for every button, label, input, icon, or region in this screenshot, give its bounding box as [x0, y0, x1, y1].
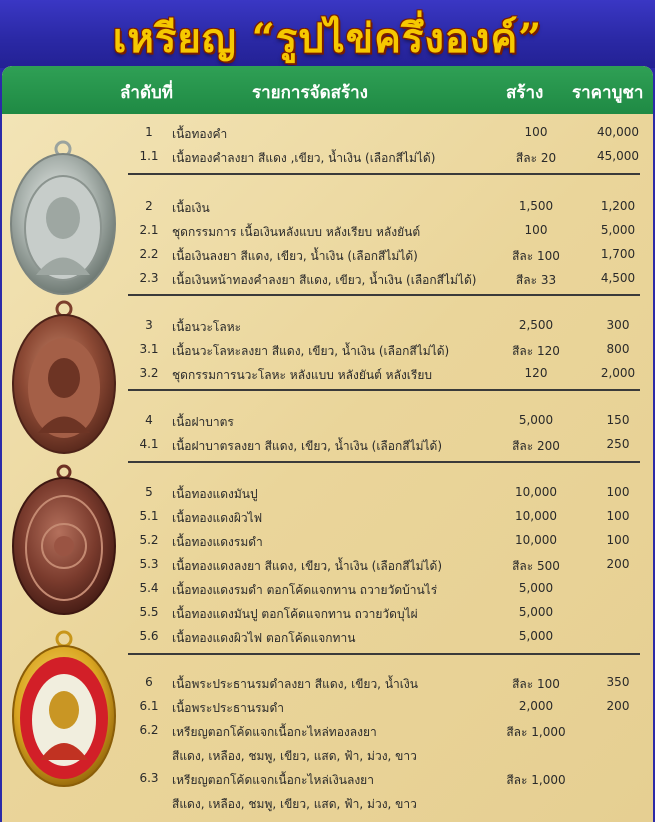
- row-item-name: เนื้อทองแดงผิวไฟ: [172, 511, 263, 525]
- row-price: 800: [606, 342, 630, 356]
- row-order-no: 5.2: [139, 533, 159, 547]
- row-item-name: เนื้อเงิน: [172, 201, 210, 215]
- row-price: 4,500: [600, 271, 636, 285]
- table-row: [128, 196, 640, 218]
- row-order-no: 6.1: [139, 699, 159, 713]
- enamel-medal-image: [10, 630, 118, 790]
- row-price: 250: [606, 437, 630, 451]
- table-row: [128, 434, 640, 456]
- row-quantity: 10,000: [515, 533, 557, 547]
- row-order-no: 3.2: [139, 366, 159, 380]
- row-order-no: 6.3: [139, 771, 159, 785]
- row-quantity: สีละ 33: [515, 273, 557, 287]
- table-row: [128, 410, 640, 432]
- header-quantity: สร้าง: [506, 83, 544, 103]
- row-order-no: 1.1: [139, 149, 159, 163]
- row-order-no: 3: [145, 318, 153, 332]
- table-row: [128, 554, 640, 576]
- row-order-no: 3.1: [139, 342, 159, 356]
- row-quantity: 5,000: [518, 605, 554, 619]
- table-row: [128, 244, 640, 266]
- group-divider: [128, 173, 640, 175]
- table-row: [128, 339, 640, 361]
- row-quantity: 2,500: [518, 318, 554, 332]
- header-item: รายการจัดสร้าง: [252, 83, 368, 103]
- row-order-no: 5.4: [139, 581, 159, 595]
- row-price: 200: [606, 557, 630, 571]
- row-item-name: เหรียญตอกโค้ดแจกเนื้อกะไหล่ทองลงยา: [172, 725, 377, 739]
- copper-medal-image: [10, 464, 118, 620]
- row-quantity: 120: [524, 366, 548, 380]
- row-item-name: เนื้อนวะโลหะลงยา สีแดง, เขียว, น้ำเงิน (เลือกสีไม่ได้): [172, 344, 450, 358]
- row-item-name: เนื้อทองแดงมันปู ตอกโค้ดแจกทาน ถวายวัดบุไผ่: [172, 607, 418, 621]
- row-quantity: สีละ 20: [515, 151, 557, 165]
- row-price: 40,000: [597, 125, 639, 139]
- row-quantity: สีละ 120: [512, 344, 560, 358]
- row-price: 350: [606, 675, 630, 689]
- row-item-name: เนื้อพระประธานรมดำ: [172, 701, 284, 715]
- row-item-name: เนื้อทองแดงรมดำ ตอกโค้ดแจกทาน ถวายวัดบ้านไร่: [172, 583, 438, 597]
- row-quantity: 5,000: [518, 581, 554, 595]
- row-item-name: เนื้อเงินลงยา สีแดง, เขียว, น้ำเงิน (เลือกสีไม่ได้): [172, 249, 418, 263]
- row-price: 200: [606, 699, 630, 713]
- row-order-no: 5: [145, 485, 153, 499]
- row-order-no: 5.6: [139, 629, 159, 643]
- table-row: [128, 578, 640, 600]
- row-price: 45,000: [597, 149, 639, 163]
- row-price: 1,200: [600, 199, 636, 213]
- row-price: 5,000: [600, 223, 636, 237]
- row-quantity: 5,000: [518, 629, 554, 643]
- row-price: 100: [606, 509, 630, 523]
- row-item-name: เนื้อทองแดงรมดำ: [172, 535, 263, 549]
- row-quantity: 5,000: [518, 413, 554, 427]
- table-row: [128, 482, 640, 504]
- table-row: [128, 672, 640, 694]
- row-price: 2,000: [600, 366, 636, 380]
- group-divider: [128, 389, 640, 391]
- group-divider: [128, 294, 640, 296]
- row-item-name: เนื้อฝาบาตร: [172, 415, 234, 429]
- row-item-name: ชุดกรรมการนวะโลหะ หลังแบบ หลังยันต์ หลังเรียบ: [172, 368, 432, 382]
- silver-medal-image: [8, 140, 118, 298]
- row-item-name: เนื้อนวะโลหะ: [172, 320, 242, 334]
- row-order-no: 4: [145, 413, 153, 427]
- table-row: [128, 530, 640, 552]
- row-price: 1,700: [600, 247, 636, 261]
- page-title: เหรียญ “รูปไข่ครึ่งองค์”: [112, 15, 543, 62]
- row-quantity: 1,500: [518, 199, 554, 213]
- row-order-no: 6: [145, 675, 153, 689]
- row-item-name: เนื้อทองแดงมันปู: [172, 487, 258, 501]
- row-order-no: 4.1: [139, 437, 159, 451]
- header-price: ราคาบูชา: [572, 83, 644, 103]
- row-quantity: สีละ 1,000: [506, 773, 566, 787]
- table-row: [128, 122, 640, 144]
- table-row: [128, 744, 640, 766]
- row-item-name: เนื้อทองคำลงยา สีแดง ,เขียว, น้ำเงิน (เลือกสีไม่ได้): [172, 151, 436, 165]
- table-row: [128, 626, 640, 648]
- table-row: [128, 315, 640, 337]
- row-item-name: เหรียญตอกโค้ดแจกเนื้อกะไหล่เงินลงยา: [172, 773, 374, 787]
- row-order-no: 5.1: [139, 509, 159, 523]
- nawa-medal-image: [10, 300, 118, 458]
- row-order-no: 2: [145, 199, 153, 213]
- row-quantity: สีละ 500: [512, 559, 560, 573]
- table-row: [128, 602, 640, 624]
- row-quantity: 10,000: [515, 509, 557, 523]
- header-order-no: ลำดับที่: [120, 83, 174, 103]
- row-item-name: สีแดง, เหลือง, ชมพู, เขียว, แสด, ฟ้า, ม่วง, ขาว: [172, 749, 417, 763]
- row-item-name: เนื้อเงินหน้าทองคำลงยา สีแดง, เขียว, น้ำเงิน (เลือกสีไม่ได้): [172, 273, 477, 287]
- table-row: [128, 768, 640, 790]
- row-quantity: สีละ 100: [512, 249, 560, 263]
- table-row: [128, 506, 640, 528]
- row-item-name: ชุดกรรมการ เนื้อเงินหลังแบบ หลังเรียบ หลังยันต์: [172, 225, 421, 239]
- row-order-no: 2.2: [139, 247, 159, 261]
- group-divider: [128, 653, 640, 655]
- row-item-name: เนื้อทองคำ: [172, 127, 228, 141]
- row-item-name: เนื้อฝาบาตรลงยา สีแดง, เขียว, น้ำเงิน (เลือกสีไม่ได้): [172, 439, 443, 453]
- table-row: [128, 268, 640, 290]
- row-price: 100: [606, 533, 630, 547]
- row-quantity: สีละ 1,000: [506, 725, 566, 739]
- row-item-name: เนื้อทองแดงลงยา สีแดง, เขียว, น้ำเงิน (เลือกสีไม่ได้): [172, 559, 443, 573]
- row-quantity: สีละ 100: [512, 677, 560, 691]
- row-order-no: 1: [145, 125, 153, 139]
- table-row: [128, 220, 640, 242]
- row-quantity: 100: [524, 125, 548, 139]
- row-quantity: 10,000: [515, 485, 557, 499]
- row-order-no: 2.3: [139, 271, 159, 285]
- table-row: [128, 146, 640, 168]
- row-item-name: เนื้อทองแดงผิวไฟ ตอกโค้ดแจกทาน: [172, 631, 356, 645]
- row-order-no: 6.2: [139, 723, 159, 737]
- row-quantity: 100: [524, 223, 548, 237]
- row-order-no: 2.1: [139, 223, 159, 237]
- table-row: [128, 792, 640, 814]
- table-header: [2, 66, 653, 114]
- row-item-name: สีแดง, เหลือง, ชมพู, เขียว, แสด, ฟ้า, ม่วง, ขาว: [172, 797, 417, 811]
- row-item-name: เนื้อพระประธานรมดำลงยา สีแดง, เขียว, น้ำเงิน: [172, 677, 418, 691]
- row-quantity: สีละ 200: [512, 439, 560, 453]
- table-row: [128, 363, 640, 385]
- row-price: 150: [606, 413, 630, 427]
- row-order-no: 5.5: [139, 605, 159, 619]
- row-price: 300: [606, 318, 630, 332]
- row-quantity: 2,000: [518, 699, 554, 713]
- row-price: 100: [606, 485, 630, 499]
- table-row: [128, 720, 640, 742]
- group-divider: [128, 461, 640, 463]
- row-order-no: 5.3: [139, 557, 159, 571]
- table-row: [128, 696, 640, 718]
